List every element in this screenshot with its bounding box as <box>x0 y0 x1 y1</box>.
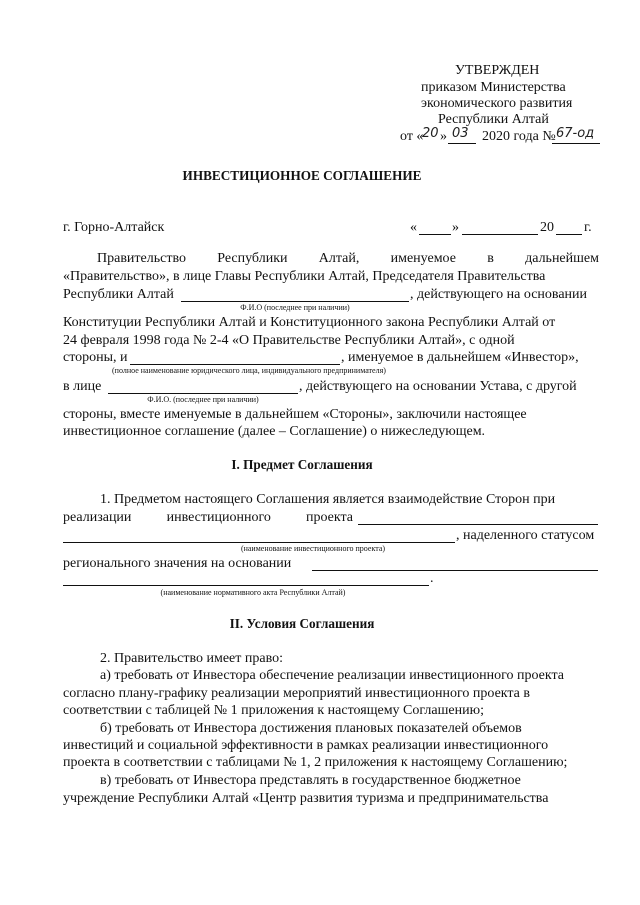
word: реализации <box>63 510 132 525</box>
org-caption: (полное наименование юридического лица, индивидуального предпринимателя) <box>112 366 386 375</box>
preamble-line-8: стороны, вместе именуемые в дальнейшем «Стороны», заключили настоящее <box>63 407 527 422</box>
preamble-line-6-left: стороны, и <box>63 350 128 365</box>
preamble-line-1 <box>97 251 599 267</box>
investor-name-blank[interactable] <box>130 364 340 365</box>
preamble-line-6-right: , именуемое в дальнейшем «Инвестор», <box>341 350 579 365</box>
approval-line-3: Республики Алтай <box>438 112 549 127</box>
project-caption: (наименование инвестиционного проекта) <box>240 544 386 553</box>
preamble-line-3-left: Республики Алтай <box>63 287 174 302</box>
approval-number-underline <box>552 143 600 144</box>
approval-line-2: экономического развития <box>421 96 573 111</box>
word: проекта <box>306 510 353 525</box>
section-2-line-1: 2. Правительство имеет право: <box>100 651 283 666</box>
clause-c-line-1: в) требовать от Инвестора представлять в государственное бюджетное <box>100 773 521 788</box>
act-caption: (наименование нормативного акта Республики Алтай) <box>160 588 346 597</box>
fio-caption: Ф.И.О (последнее при наличии) <box>240 303 350 312</box>
word: Алтай, <box>318 251 360 266</box>
preamble-line-7-right: , действующего на основании Устава, с другой <box>299 379 577 394</box>
clause-a-line-1: а) требовать от Инвестора обеспечение реализации инвестиционного проекта <box>100 668 564 683</box>
document-title: ИНВЕСТИЦИОННОЕ СОГЛАШЕНИЕ <box>182 169 422 184</box>
clause-b-line-3: проекта в соответствии с таблицами № 1, 2 приложения к настоящему Соглашению; <box>63 755 568 770</box>
date-open-quote: « <box>410 220 417 235</box>
word: в <box>487 251 494 266</box>
word: Правительство <box>97 251 186 266</box>
section-1-line-3-right: , наделенного статусом <box>456 528 595 543</box>
clause-b-line-2: инвестиций и социальной эффективности в рамках реализации инвестиционного <box>63 738 549 753</box>
section-1-line-4-left: регионального значения на основании <box>63 556 292 571</box>
clause-b-line-1: б) требовать от Инвестора достижения плановых показателей объемов <box>100 721 522 736</box>
preamble-line-7-left: в лице <box>63 379 102 394</box>
word: инвестиционного <box>166 510 271 525</box>
section-2-heading: II. Условия Соглашения <box>229 617 375 632</box>
investor-representative-fio-blank[interactable] <box>108 393 298 394</box>
approval-order-number: 67-од <box>556 126 595 141</box>
preamble-line-9: инвестиционное соглашение (далее – Соглашение) о нижеследующем. <box>63 424 486 439</box>
approval-date-day: 20 <box>422 126 439 141</box>
approval-date-month: 03 <box>452 126 469 141</box>
clause-a-line-2: согласно плану-графику реализации мероприятий инвестиционного проекта в <box>63 686 531 701</box>
place-of-signing: г. Горно-Алтайск <box>63 220 165 235</box>
project-name-blank-1[interactable] <box>358 524 598 525</box>
section-1-line-2 <box>63 510 353 526</box>
legal-act-blank-2[interactable] <box>63 585 429 586</box>
date-day-blank[interactable] <box>419 234 451 235</box>
approval-month-underline <box>448 143 476 144</box>
legal-act-blank-1[interactable] <box>312 570 598 571</box>
section-1-line-1: 1. Предметом настоящего Соглашения является взаимодействие Сторон при <box>100 492 556 507</box>
preamble-line-3-right: , действующего на основании <box>410 287 588 302</box>
approval-line-1: приказом Министерства <box>421 80 566 95</box>
approval-date-prefix: от « <box>400 129 424 144</box>
date-close-quote: » <box>452 220 459 235</box>
preamble-line-5: 24 февраля 1998 года № 2-4 «О Правительстве Республики Алтай», с одной <box>63 333 515 348</box>
date-century: 20 <box>540 220 554 235</box>
fio-caption-2: Ф.И.О. (последнее при наличии) <box>147 395 259 404</box>
head-of-government-fio-blank[interactable] <box>181 301 409 302</box>
approval-date-year: 2020 года № <box>482 129 556 144</box>
date-year-suffix: г. <box>584 220 592 235</box>
word: дальнейшем <box>525 251 599 266</box>
approval-date-close: » <box>440 129 447 144</box>
preamble-line-4: Конституции Республики Алтай и Конституционного закона Республики Алтай от <box>63 315 556 330</box>
date-year-blank[interactable] <box>556 234 582 235</box>
clause-a-line-3: соответствии с таблицей № 1 приложения к настоящему Соглашению; <box>63 703 484 718</box>
preamble-line-2: «Правительство», в лице Главы Республики Алтай, Председателя Правительства <box>63 269 546 284</box>
date-month-blank[interactable] <box>462 234 538 235</box>
section-1-heading: I. Предмет Соглашения <box>231 458 373 473</box>
clause-c-line-2: учреждение Республики Алтай «Центр развития туризма и предпринимательства <box>63 791 549 806</box>
word: Республики <box>217 251 288 266</box>
section-1-line-5-end: . <box>430 571 434 586</box>
project-name-blank-2[interactable] <box>63 542 455 543</box>
approval-title: УТВЕРЖДЕН <box>455 63 540 78</box>
word: именуемое <box>390 251 456 266</box>
